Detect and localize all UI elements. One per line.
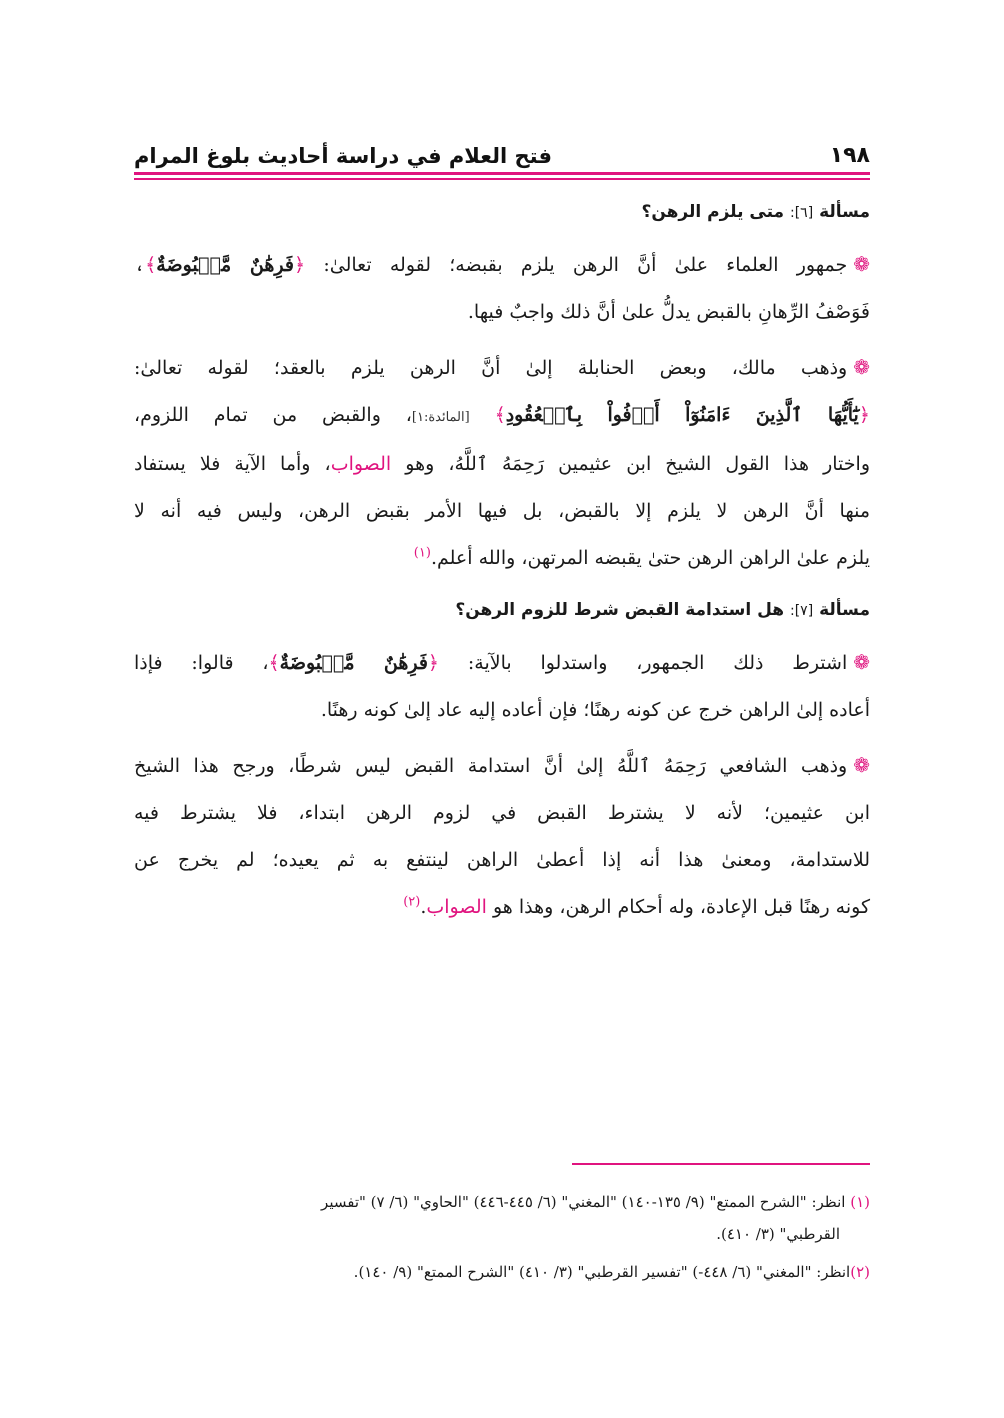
- page-number: ١٩٨: [829, 143, 870, 168]
- text-run: .: [420, 896, 427, 918]
- section-number: [٦]:: [789, 205, 814, 221]
- paragraph-1: [134, 241, 870, 336]
- paragraph-line: فَوَصْفُ الرِّهانِ بالقبض يدلُّ علىٰ أنَّ ذلك واجبٌ فيها.: [467, 301, 870, 323]
- text-run: ،: [134, 254, 146, 276]
- header-rule-thick: [134, 172, 870, 175]
- quran-verse: [495, 404, 870, 426]
- text-run: يلزم علىٰ الراهن الرهن حتىٰ يقبضه المرتهن، والله أعلم.: [430, 547, 870, 569]
- text-run: وذهب الشافعي رَحِمَهُ ٱللَّهُ إلىٰ أنَّ استدامة القبض ليس شرطًا، ورجح هذا الشيخ: [134, 755, 848, 777]
- text-run: وذهب مالك، وبعض الحنابلة إلىٰ أنَّ الرهن يلزم بالعقد؛ لقوله تعالىٰ:: [134, 357, 848, 379]
- text-run: ، والقبض من تمام اللزوم،: [134, 404, 412, 426]
- highlighted-word: الصواب: [426, 896, 487, 918]
- paragraph-line: منها أنَّ الرهن لا يلزم إلا بالقبض، بل فيها الأمر بقبض الرهن، وليس فيه أنه لا: [134, 500, 870, 522]
- footnote-marker[interactable]: (١): [413, 545, 431, 561]
- ornate-bracket-close-icon: ﴾: [268, 652, 280, 674]
- text-run: واختار هذا القول الشيخ ابن عثيمين رَحِمَهُ ٱللَّهُ، وهو: [405, 453, 870, 475]
- verse-text: فَرِهَٰنٌ مَّقۡبُوضَةٌ: [279, 652, 428, 674]
- flower-star-icon: ❁: [853, 355, 870, 379]
- ornate-bracket-close-icon: ﴾: [494, 404, 506, 426]
- section-heading-7: [134, 590, 870, 631]
- footnote-number: (٢): [850, 1263, 870, 1281]
- paragraph-line: للاستدامة، ومعنىٰ هذا أنه إذا أعطىٰ الراهن لينتفع به ثم يعيده؛ لم يخرج عن: [134, 849, 870, 871]
- footnote-marker[interactable]: (٢): [403, 894, 421, 910]
- section-label: مسألة: [819, 600, 870, 620]
- section-title: متى يلزم الرهن؟: [641, 202, 785, 222]
- header-rule-thin: [134, 178, 870, 180]
- paragraph-line: [134, 441, 870, 488]
- footnotes: [134, 1186, 870, 1294]
- footnote-line: [134, 1186, 870, 1218]
- quran-verse: [145, 254, 305, 276]
- running-header: [134, 128, 870, 168]
- text-run: اشترط ذلك الجمهور، واستدلوا بالآية:: [467, 652, 848, 674]
- section-title: هل استدامة القبض شرط للزوم الرهن؟: [455, 600, 785, 620]
- verse-reference: [المائدة:١]: [411, 410, 470, 425]
- paragraph-2: [134, 344, 870, 582]
- paragraph-line: ابن عثيمين؛ لأنه لا يشترط القبض في لزوم الرهن ابتداء، فلا يشترط فيه: [134, 802, 870, 824]
- footnote-line: القرطبي" (٣/ ٤١٠).: [716, 1225, 840, 1243]
- paragraph-line: [134, 241, 870, 289]
- paragraph-line: أعاده إلىٰ الراهن خرج عن كونه رهنًا؛ فإن أعاده إليه عاد إلىٰ كونه رهنًا.: [320, 699, 870, 721]
- flower-star-icon: ❁: [853, 753, 870, 777]
- text-run: ، قالوا: فإذا: [134, 652, 269, 674]
- ornate-bracket-close-icon: ﴾: [145, 254, 157, 276]
- footnote-separator: [572, 1163, 870, 1165]
- text-run: كونه رهنًا قبل الإعادة، وله أحكام الرهن، وهذا هو: [492, 896, 870, 918]
- text-run: انظر: "المغني" (٦/ ٤٤٨-) "تفسير القرطبي" (٣/ ٤١٠) "الشرح الممتع" (٩/ ١٤٠).: [353, 1263, 851, 1281]
- flower-star-icon: ❁: [853, 650, 871, 674]
- text-run: انظر: "الشرح الممتع" (٩/ ١٣٥-١٤٠) "المغني" (٦/ ٤٤٥-٤٤٦) "الحاوي" (٦/ ٧) "تفسير: [321, 1193, 846, 1211]
- section-heading-6: [134, 192, 870, 233]
- paragraph-3: [134, 639, 870, 734]
- footnote-2: [134, 1256, 870, 1288]
- verse-text: يَٰٓأَيُّهَا ٱلَّذِينَ ءَامَنُوٓاْ أَوۡفُواْ بِٱلۡعُقُودِ: [505, 404, 859, 426]
- page-body: [134, 188, 870, 939]
- paragraph-line: [134, 535, 870, 582]
- paragraph-line: [134, 742, 870, 790]
- text-run: ، وأما الآية فلا يستفاد: [134, 453, 331, 475]
- ornate-bracket-open-icon: ﴿: [858, 404, 870, 426]
- paragraph-line: [134, 392, 870, 441]
- quran-verse: [269, 652, 440, 674]
- flower-star-icon: ❁: [853, 252, 870, 276]
- ornate-bracket-open-icon: ﴿: [293, 254, 306, 276]
- book-title: فتح العلام في دراسة أحاديث بلوغ المرام: [134, 144, 552, 168]
- text-run: جمهور العلماء علىٰ أنَّ الرهن يلزم بقبضه؛ لقوله تعالىٰ:: [323, 254, 848, 276]
- section-number: [٧]:: [789, 603, 814, 619]
- ornate-bracket-open-icon: ﴿: [427, 652, 440, 674]
- section-label: مسألة: [819, 202, 870, 222]
- footnote-number: (١): [850, 1193, 870, 1211]
- footnote-1: [134, 1186, 870, 1250]
- footnote-line: [134, 1256, 870, 1288]
- verse-text: فَرِهَٰنٌ مَّقۡبُوضَةٌ: [156, 254, 294, 276]
- highlighted-word: الصواب: [330, 453, 392, 475]
- paragraph-line: [134, 344, 870, 392]
- paragraph-4: [134, 742, 870, 931]
- paragraph-line: [134, 884, 870, 931]
- paragraph-line: [134, 639, 870, 687]
